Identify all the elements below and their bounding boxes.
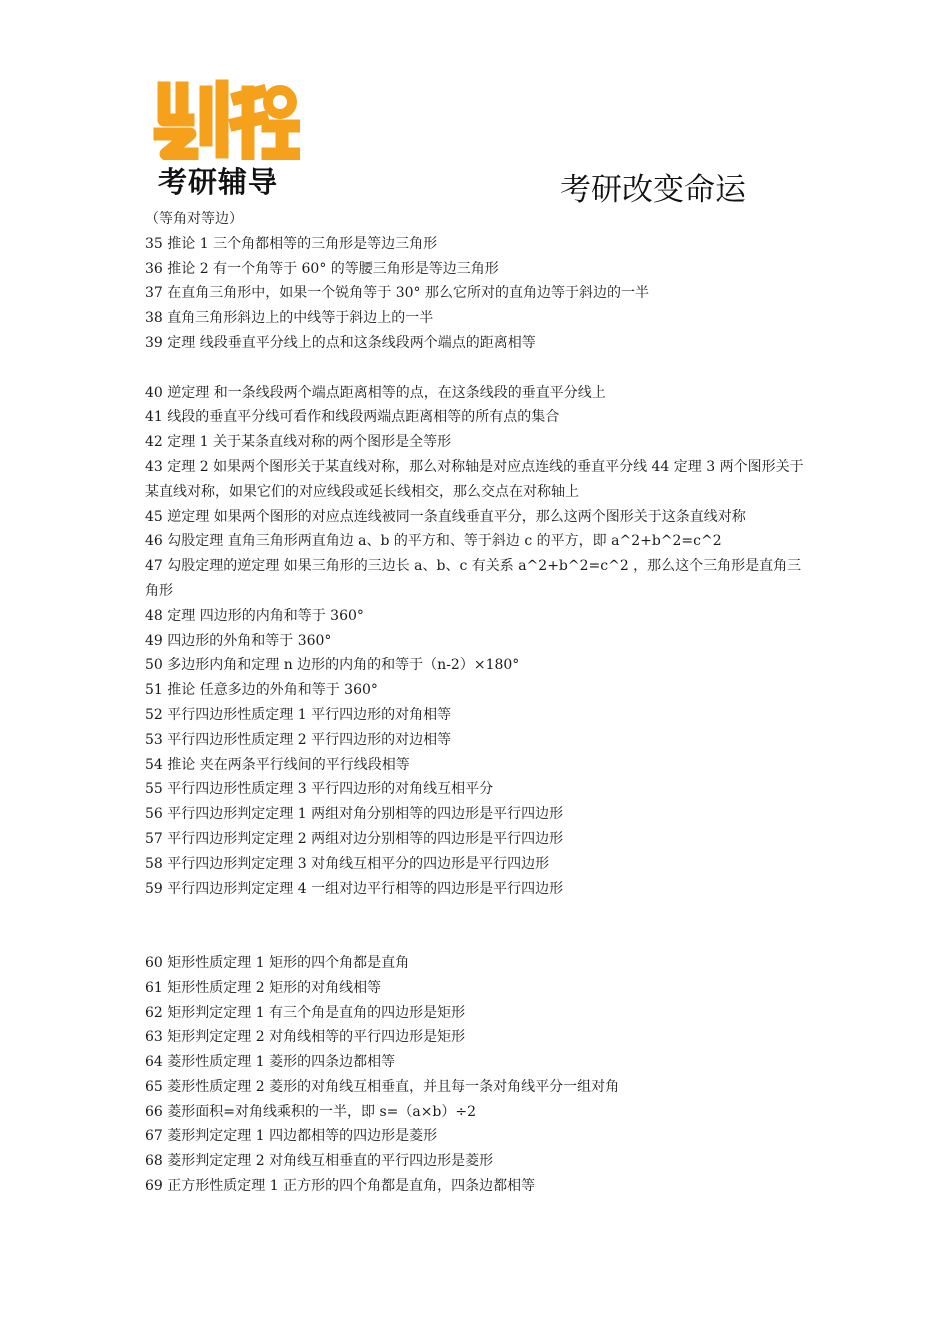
list-item: 48 定理 四边形的内角和等于 360°	[145, 607, 364, 624]
list-item: 37 在直角三角形中，如果一个锐角等于 30° 那么它所对的直角边等于斜边的一半	[145, 285, 649, 302]
list-item: 65 菱形性质定理 2 菱形的对角线互相垂直，并且每一条对角线平分一组对角	[145, 1078, 620, 1095]
list-item: 51 推论 任意多边的外角和等于 360°	[145, 682, 378, 699]
list-item: 49 四边形的外角和等于 360°	[145, 632, 332, 649]
list-item: 62 矩形判定定理 1 有三个角是直角的四边形是矩形	[145, 1004, 466, 1021]
list-item: 61 矩形性质定理 2 矩形的对角线相等	[145, 979, 382, 996]
list-item: 68 菱形判定定理 2 对角线互相垂直的平行四边形是菱形	[145, 1153, 494, 1170]
header-slogan: 考研改变命运	[560, 172, 746, 208]
list-item: 40 逆定理 和一条线段两个端点距离相等的点，在这条线段的垂直平分线上	[145, 384, 606, 401]
list-item: 56 平行四边形判定定理 1 两组对角分别相等的四边形是平行四边形	[145, 806, 564, 823]
list-item: 57 平行四边形判定定理 2 两组对边分别相等的四边形是平行四边形	[145, 830, 564, 847]
list-item: 47 勾股定理的逆定理 如果三角形的三边长 a、b、c 有关系 a^2+b^2=c^2 ，那么这个三角形是直角三角形	[145, 558, 802, 599]
list-item: 36 推论 2 有一个角等于 60° 的等腰三角形是等边三角形	[145, 260, 499, 277]
logo-mark-icon	[152, 78, 300, 160]
list-item: 69 正方形性质定理 1 正方形的四个角都是直角，四条边都相等	[145, 1178, 536, 1195]
list-item: 52 平行四边形性质定理 1 平行四边形的对角相等	[145, 706, 452, 723]
list-item: 67 菱形判定定理 1 四边都相等的四边形是菱形	[145, 1128, 438, 1145]
list-item: 45 逆定理 如果两个图形的对应点连线被同一条直线垂直平分，那么这两个图形关于这条直线对称	[145, 508, 746, 525]
theorem-list	[145, 207, 813, 1199]
list-item: 60 矩形性质定理 1 矩形的四个角都是直角	[145, 954, 410, 971]
list-item: 64 菱形性质定理 1 菱形的四条边都相等	[145, 1054, 396, 1071]
list-item: 63 矩形判定定理 2 对角线相等的平行四边形是矩形	[145, 1029, 466, 1046]
list-item: 38 直角三角形斜边上的中线等于斜边上的一半	[145, 310, 434, 327]
logo-subtitle: 考研辅导	[158, 165, 279, 199]
list-item: 50 多边形内角和定理 n 边形的内角的和等于（n-2）×180°	[145, 657, 520, 674]
list-item: 35 推论 1 三个角都相等的三角形是等边三角形	[145, 235, 438, 252]
list-item: 53 平行四边形性质定理 2 平行四边形的对边相等	[145, 731, 452, 748]
list-item: （等角对等边）	[145, 211, 243, 227]
list-item: 43 定理 2 如果两个图形关于某直线对称，那么对称轴是对应点连线的垂直平分线 44 定理 3 两个图形关于某直线对称，如果它们的对应线段或延长线相交，那么交点在对称轴上	[145, 458, 804, 500]
list-item: 39 定理 线段垂直平分线上的点和这条线段两个端点的距离相等	[145, 334, 536, 351]
list-item: 58 平行四边形判定定理 3 对角线互相平分的四边形是平行四边形	[145, 855, 550, 872]
list-item: 46 勾股定理 直角三角形两直角边 a、b 的平方和、等于斜边 c 的平方，即 a^2+b^2=c^2	[145, 533, 722, 550]
list-item: 59 平行四边形判定定理 4 一组对边平行相等的四边形是平行四边形	[145, 880, 564, 897]
list-item: 42 定理 1 关于某条直线对称的两个图形是全等形	[145, 434, 452, 451]
list-item: 55 平行四边形性质定理 3 平行四边形的对角线互相平分	[145, 781, 494, 798]
brand-logo	[150, 78, 302, 199]
spacer	[145, 901, 813, 951]
spacer	[145, 356, 813, 381]
list-item: 41 线段的垂直平分线可看作和线段两端点距离相等的所有点的集合	[145, 409, 560, 426]
list-item: 54 推论 夹在两条平行线间的平行线段相等	[145, 756, 410, 773]
list-item: 66 菱形面积=对角线乘积的一半，即 s=（a×b）÷2	[145, 1103, 477, 1120]
